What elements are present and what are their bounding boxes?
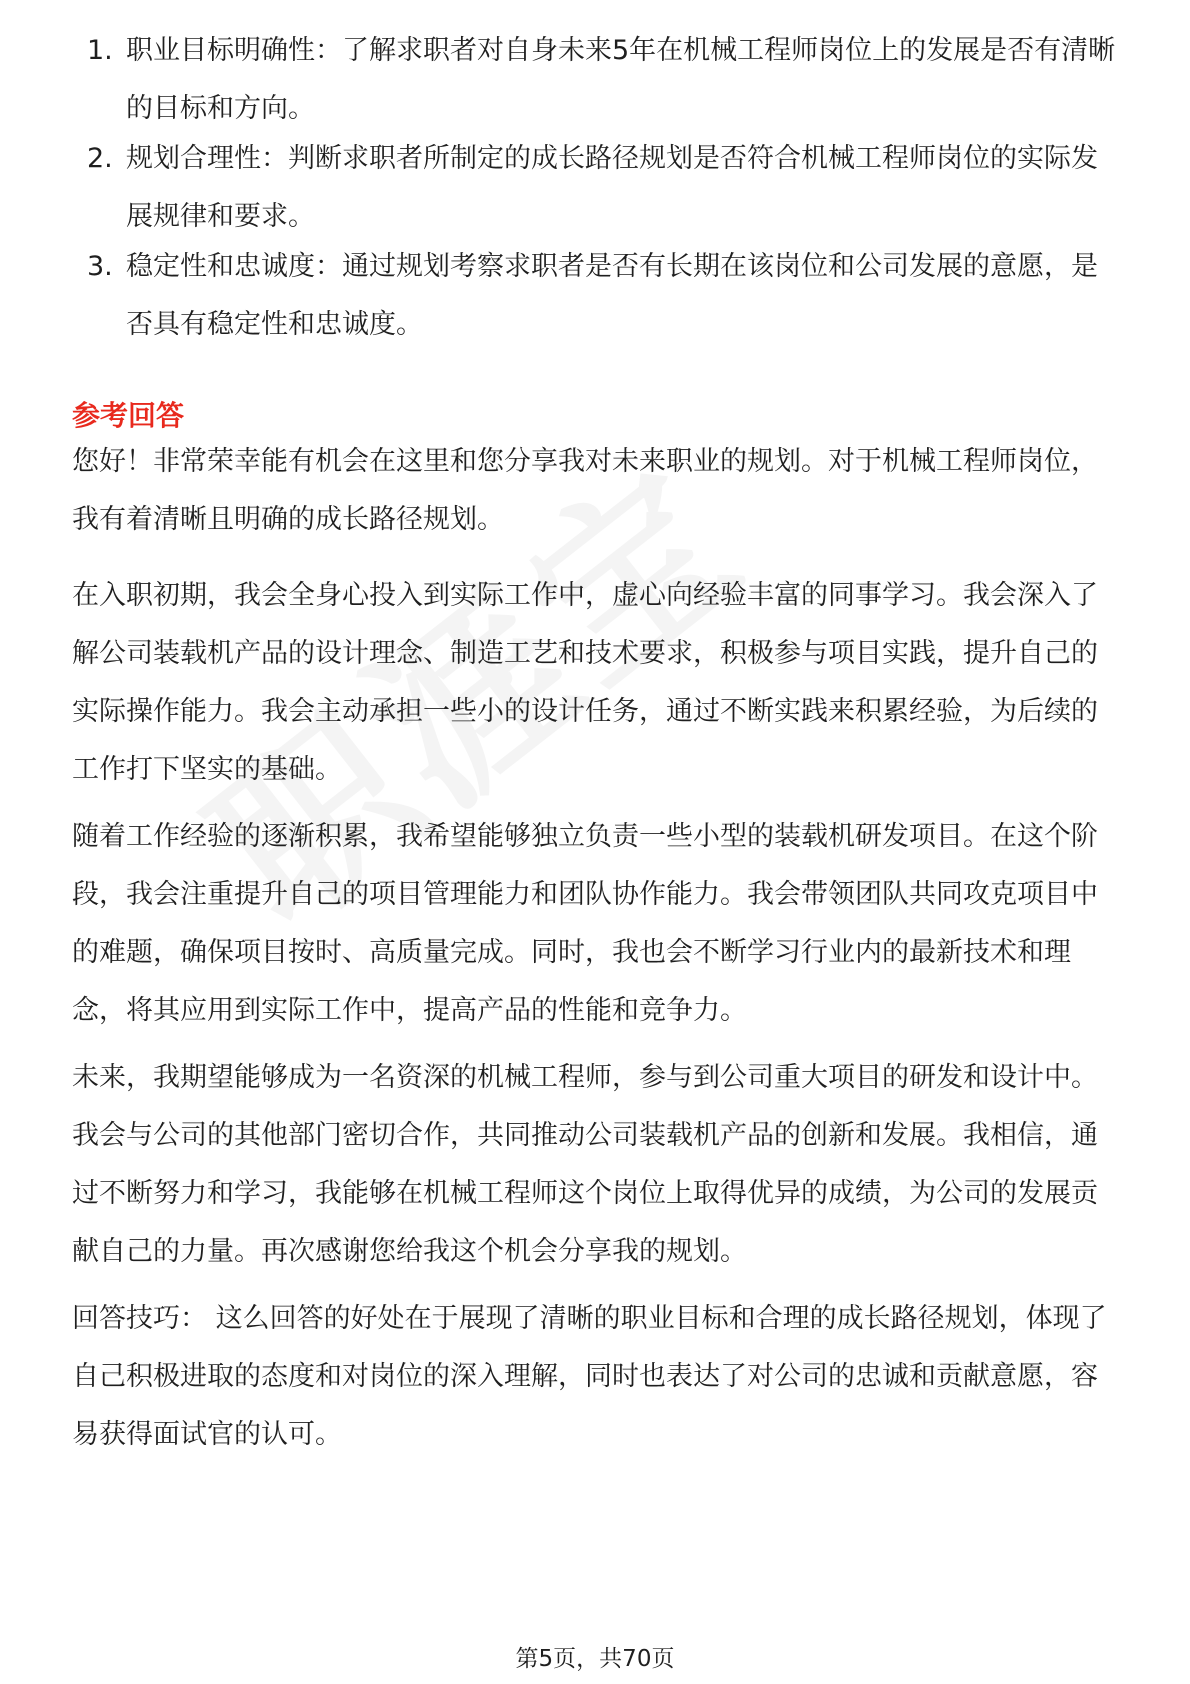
list-number: 1. [87, 35, 113, 66]
answer-tip: 回答技巧： 这么回答的好处在于展现了清晰的职业目标和合理的成长路径规划，体现了自己积极进取的态度和对岗位的深入理解，同时也表达了对公司的忠诚和贡献意愿，容易获得面试官的认可。 [72, 1303, 1107, 1450]
paragraph: 您好！非常荣幸能有机会在这里和您分享我对未来职业的规划。对于机械工程师岗位，我有着清晰且明确的成长路径规划。 [72, 446, 1098, 535]
section-heading: 参考回答 [72, 399, 185, 432]
list-number: 2. [87, 143, 113, 174]
list-item-text: 规划合理性：判断求职者所制定的成长路径规划是否符合机械工程师岗位的实际发展规律和要求。 [126, 143, 1098, 232]
page-top-edge [0, 0, 1190, 32]
list-item-text: 稳定性和忠诚度：通过规划考察求职者是否有长期在该岗位和公司发展的意愿，是否具有稳定性和忠诚度。 [126, 251, 1098, 340]
list-number: 3. [87, 251, 113, 282]
paragraph: 在入职初期，我会全身心投入到实际工作中，虚心向经验丰富的同事学习。我会深入了解公司装载机产品的设计理念、制造工艺和技术要求，积极参与项目实践，提升自己的实际操作能力。我会主动承担一些小的设计任务，通过不断实践来积累经验，为后续的工作打下坚实的基础。 [72, 580, 1098, 785]
paragraph: 未来，我期望能够成为一名资深的机械工程师，参与到公司重大项目的研发和设计中。我会与公司的其他部门密切合作，共同推动公司装载机产品的创新和发展。我相信，通过不断努力和学习，我能够在机械工程师这个岗位上取得优异的成绩，为公司的发展贡献自己的力量。再次感谢您给我这个机会分享我的规划。 [72, 1062, 1098, 1267]
paragraph: 随着工作经验的逐渐积累，我希望能够独立负责一些小型的装载机研发项目。在这个阶段，我会注重提升自己的项目管理能力和团队协作能力。我会带领团队共同攻克项目中的难题，确保项目按时、高质量完成。同时，我也会不断学习行业内的最新技术和理念，将其应用到实际工作中，提高产品的性能和竞争力。 [72, 821, 1098, 1026]
list-item-text: 职业目标明确性：了解求职者对自身未来5年在机械工程师岗位上的发展是否有清晰的目标和方向。 [126, 35, 1116, 124]
page-number: 第5页，共70页 [515, 1646, 675, 1672]
